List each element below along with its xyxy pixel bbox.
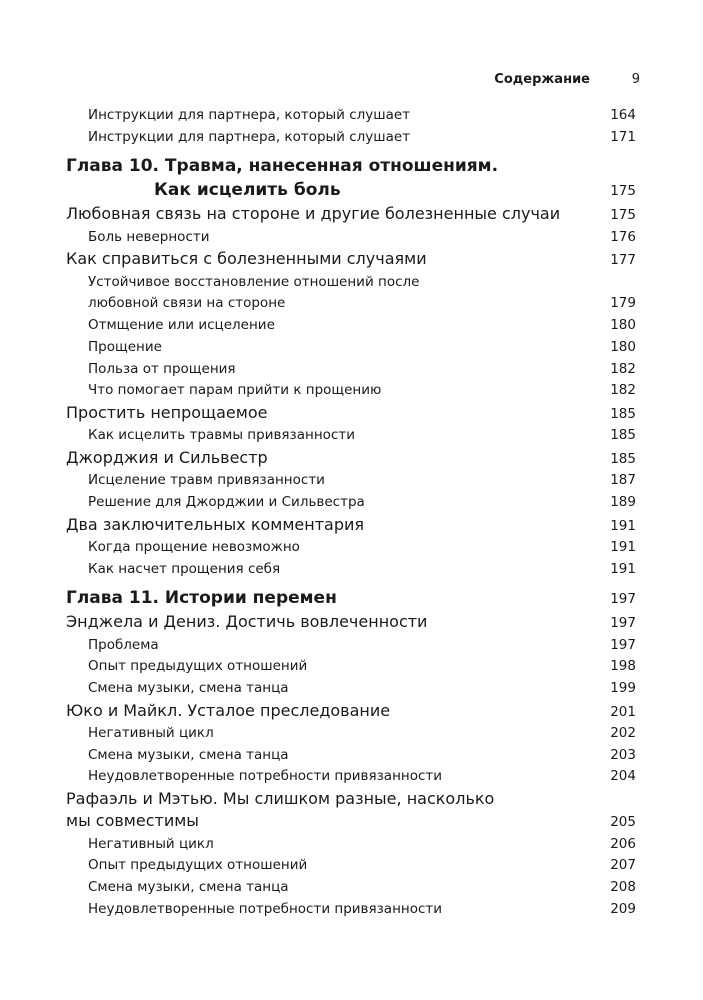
chapter-heading-continued: Как исцелить боль 175 xyxy=(154,180,636,201)
toc-entry: Опыт предыдущих отношений 198 xyxy=(88,658,636,675)
toc-entry: любовной связи на стороне 179 xyxy=(88,295,636,312)
running-header xyxy=(0,72,640,87)
toc-entry: Боль неверности 176 xyxy=(88,228,636,245)
toc-entry: Смена музыки, смена танца 203 xyxy=(88,746,636,763)
chapter-heading: Глава 11. Истории перемен 197 xyxy=(66,588,636,609)
toc-section-continued: мы совместимы 205 xyxy=(66,811,636,831)
toc-entry: Как исцелить травмы привязанности 185 xyxy=(88,427,636,444)
toc-entry: Когда прощение невозможно 191 xyxy=(88,538,636,555)
toc-entry: Исцеление травм привязанности 187 xyxy=(88,472,636,489)
toc-section: Любовная связь на стороне и другие болезненные случаи 175 xyxy=(66,204,636,224)
toc-entry: Польза от прощения 182 xyxy=(88,360,636,377)
toc-entry: Устойчивое восстановление отношений после xyxy=(88,273,420,290)
table-of-contents xyxy=(66,105,636,921)
toc-section: Два заключительных комментария 191 xyxy=(66,514,636,534)
toc-entry: Отмщение или исцеление 180 xyxy=(88,317,636,334)
toc-entry: Негативный цикл 206 xyxy=(88,835,636,852)
header-title: Содержание xyxy=(494,72,590,87)
toc-entry: Решение для Джорджии и Сильвестра 189 xyxy=(88,493,636,510)
toc-entry: Прощение 180 xyxy=(88,338,636,355)
toc-entry: Смена музыки, смена танца 199 xyxy=(88,680,636,697)
header-page-number: 9 xyxy=(631,72,640,87)
toc-entry: Смена музыки, смена танца 208 xyxy=(88,879,636,896)
toc-section: Юко и Майкл. Усталое преследование 201 xyxy=(66,700,636,720)
toc-entry: Неудовлетворенные потребности привязанности 204 xyxy=(88,768,636,785)
toc-section: Джорджия и Сильвестр 185 xyxy=(66,447,636,467)
toc-section: Рафаэль и Мэтью. Мы слишком разные, насколько xyxy=(66,789,495,809)
toc-entry: Неудовлетворенные потребности привязанности 209 xyxy=(88,900,636,917)
toc-section: Энджела и Дениз. Достичь вовлеченности 197 xyxy=(66,612,636,632)
toc-entry: Проблема 197 xyxy=(88,636,636,653)
toc-entry: Инструкции для партнера, который слушает 171 xyxy=(88,128,636,145)
toc-entry: Что помогает парам прийти к прощению 182 xyxy=(88,382,636,399)
toc-entry: Как насчет прощения себя 191 xyxy=(88,560,636,577)
toc-section: Как справиться с болезненными случаями 177 xyxy=(66,249,636,269)
chapter-heading: Глава 10. Травма, нанесенная отношениям. xyxy=(66,156,499,177)
toc-entry: Негативный цикл 202 xyxy=(88,725,636,742)
toc-section: Простить непрощаемое 185 xyxy=(66,402,636,422)
toc-entry: Инструкции для партнера, который слушает 164 xyxy=(88,107,636,123)
toc-entry: Опыт предыдущих отношений 207 xyxy=(88,857,636,874)
